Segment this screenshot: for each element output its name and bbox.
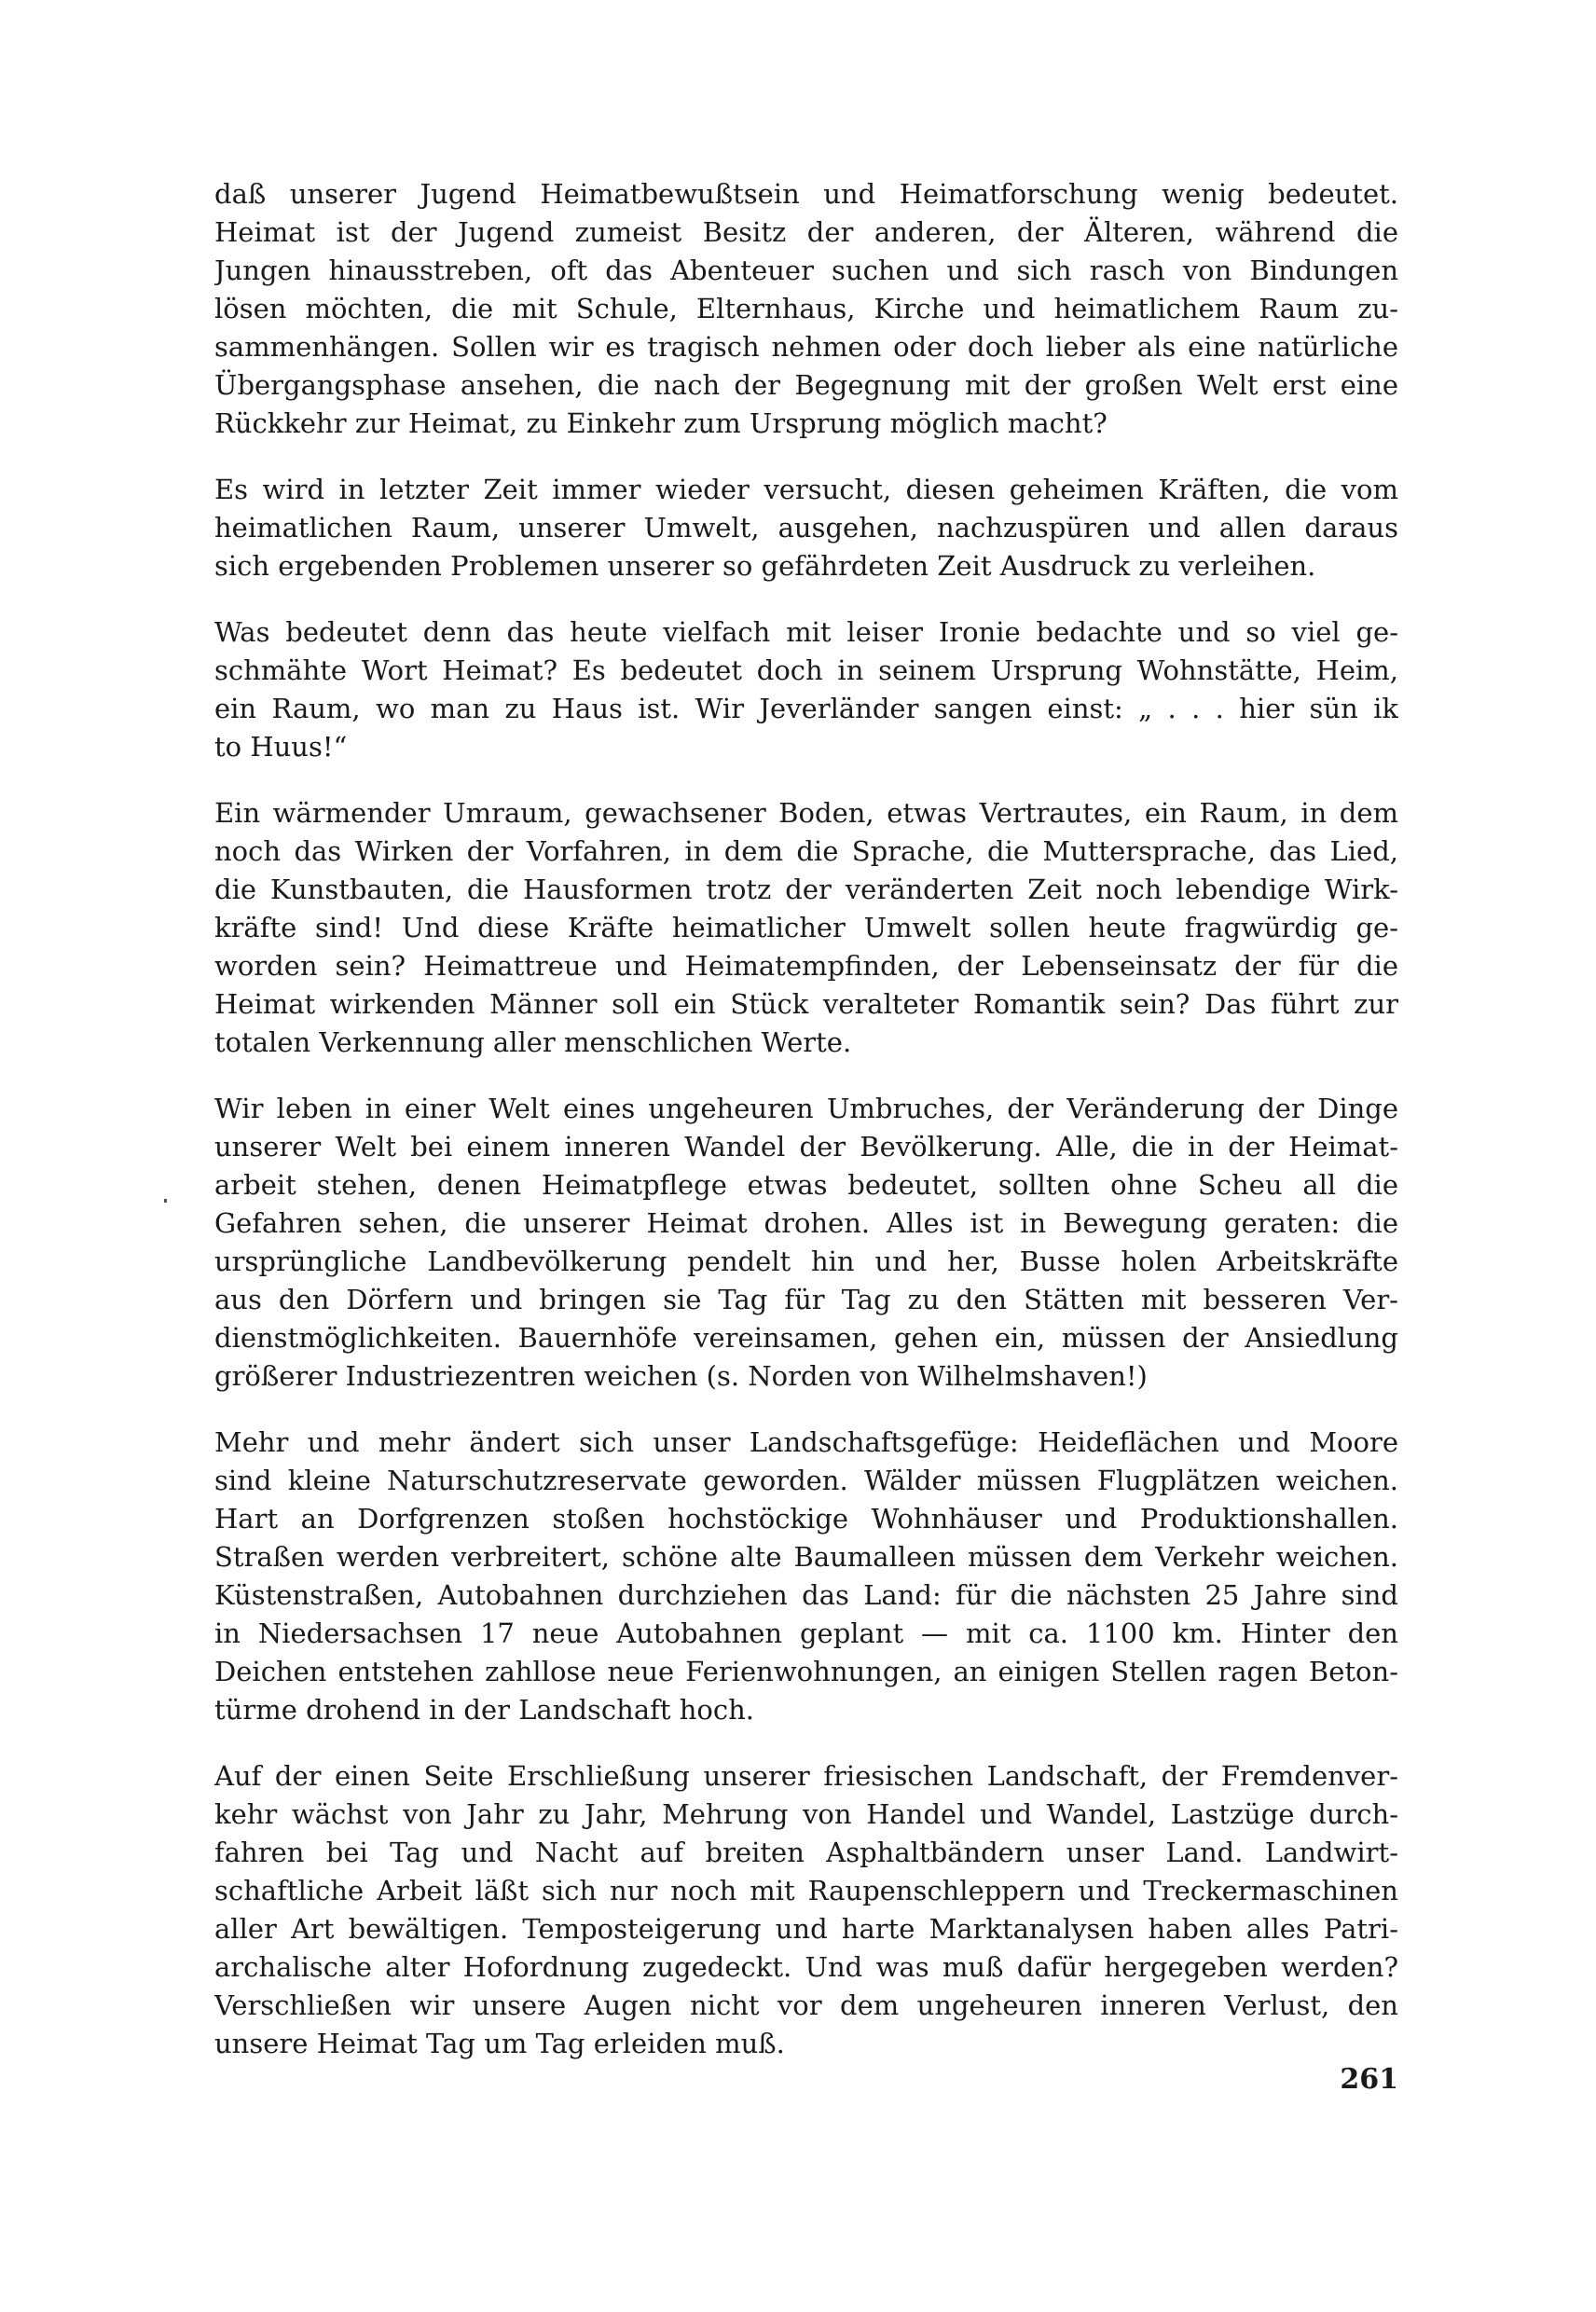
text-line: Was bedeutet denn das heute vielfach mit leiser Ironie bedachte und so viel ge- xyxy=(214,616,1398,648)
paragraph xyxy=(214,1090,1398,1396)
text-line: Heimat ist der Jugend zumeist Besitz der anderen, der Älteren, während die xyxy=(214,216,1398,248)
text-line: die Kunstbauten, die Hausformen trotz der veränderten Zeit noch lebendige Wirk- xyxy=(214,874,1398,905)
paragraph xyxy=(214,794,1398,1062)
text-line: türme drohend in der Landschaft hoch. xyxy=(214,1694,754,1726)
text-line: noch das Wirken der Vorfahren, in dem die Sprache, die Muttersprache, das Lied, xyxy=(214,835,1398,867)
text-line: in Niedersachsen 17 neue Autobahnen geplant — mit ca. 1100 km. Hinter den xyxy=(214,1617,1398,1649)
text-line: ursprüngliche Landbevölkerung pendelt hin und her, Busse holen Arbeitskräfte xyxy=(214,1245,1398,1277)
text-line: Verschließen wir unsere Augen nicht vor dem ungeheuren inneren Verlust, den xyxy=(214,1989,1398,2021)
text-line: to Huus!“ xyxy=(214,731,348,763)
text-line: Mehr und mehr ändert sich unser Landschaftsgefüge: Heideflächen und Moore xyxy=(214,1426,1398,1458)
paragraph xyxy=(214,175,1398,443)
text-line: Gefahren sehen, die unserer Heimat drohen. Alles ist in Bewegung geraten: die xyxy=(214,1207,1398,1239)
text-line: kehr wächst von Jahr zu Jahr, Mehrung von Handel und Wandel, Lastzüge durch- xyxy=(214,1798,1398,1830)
text-line: Ein wärmender Umraum, gewachsener Boden, etwas Vertrautes, ein Raum, in dem xyxy=(214,797,1398,829)
text-line: Rückkehr zur Heimat, zu Einkehr zum Ursprung möglich macht? xyxy=(214,407,1108,439)
text-line: worden sein? Heimattreue und Heimatempfinden, der Lebenseinsatz der für die xyxy=(214,950,1398,982)
paragraph xyxy=(214,1424,1398,1729)
text-line: fahren bei Tag und Nacht auf breiten Asphaltbändern unser Land. Landwirt- xyxy=(214,1837,1398,1868)
text-line: dienstmöglichkeiten. Bauernhöfe vereinsamen, gehen ein, müssen der Ansiedlung xyxy=(214,1322,1398,1354)
text-line: Wir leben in einer Welt eines ungeheuren Umbruches, der Veränderung der Dinge xyxy=(214,1093,1398,1124)
text-line: schmähte Wort Heimat? Es bedeutet doch in seinem Ursprung Wohnstätte, Heim, xyxy=(214,654,1398,686)
text-line: Es wird in letzter Zeit immer wieder versucht, diesen geheimen Kräften, die vom xyxy=(214,474,1398,505)
text-line: größerer Industriezentren weichen (s. Norden von Wilhelmshaven!) xyxy=(214,1360,1148,1392)
text-line: Übergangsphase ansehen, die nach der Begegnung mit der großen Welt erst eine xyxy=(214,369,1398,401)
text-line: kräfte sind! Und diese Kräfte heimatlicher Umwelt sollen heute fragwürdig ge- xyxy=(214,912,1398,943)
text-line: aller Art bewältigen. Temposteigerung und harte Marktanalysen haben alles Patri- xyxy=(214,1913,1398,1945)
text-line: daß unserer Jugend Heimatbewußtsein und Heimatforschung wenig bedeutet. xyxy=(214,178,1398,210)
text-line: archalische alter Hofordnung zugedeckt. Und was muß dafür hergegeben werden? xyxy=(214,1951,1398,1983)
text-line: Auf der einen Seite Erschließung unserer friesischen Landschaft, der Fremdenver- xyxy=(214,1760,1398,1792)
text-line: Küstenstraßen, Autobahnen durchziehen das Land: für die nächsten 25 Jahre sind xyxy=(214,1579,1398,1611)
page-number: 261 xyxy=(1340,2063,1398,2096)
text-line: unsere Heimat Tag um Tag erleiden muß. xyxy=(214,2028,785,2059)
text-line: sich ergebenden Problemen unserer so gefährdeten Zeit Ausdruck zu verleihen. xyxy=(214,550,1316,582)
text-line: unserer Welt bei einem inneren Wandel der Bevölkerung. Alle, die in der Heimat- xyxy=(214,1131,1398,1163)
text-line: aus den Dörfern und bringen sie Tag für Tag zu den Stätten mit besseren Ver- xyxy=(214,1284,1398,1315)
paragraph xyxy=(214,613,1398,766)
text-line: arbeit stehen, denen Heimatpflege etwas bedeutet, sollten ohne Scheu all die xyxy=(214,1169,1398,1201)
text-line: Straßen werden verbreitert, schöne alte Baumalleen müssen dem Verkehr weichen. xyxy=(214,1541,1398,1573)
text-line: schaftliche Arbeit läßt sich nur noch mit Raupenschleppern und Treckermaschinen xyxy=(214,1875,1398,1906)
text-line: Heimat wirkenden Männer soll ein Stück veralteter Romantik sein? Das führt zur xyxy=(214,988,1398,1020)
text-line: ein Raum, wo man zu Haus ist. Wir Jeverländer sangen einst: „ . . . hier sün ik xyxy=(214,693,1398,724)
text-line: sind kleine Naturschutzreservate geworden. Wälder müssen Flugplätzen weichen. xyxy=(214,1465,1398,1496)
text-line: Deichen entstehen zahllose neue Ferienwohnungen, an einigen Stellen ragen Beton- xyxy=(214,1656,1398,1687)
text-line: lösen möchten, die mit Schule, Elternhaus, Kirche und heimatlichem Raum zu- xyxy=(214,293,1398,324)
paragraph xyxy=(214,1757,1398,2063)
body-text xyxy=(214,175,1398,2091)
text-line: heimatlichen Raum, unserer Umwelt, ausgehen, nachzuspüren und allen daraus xyxy=(214,512,1398,544)
text-line: sammenhängen. Sollen wir es tragisch nehmen oder doch lieber als eine natürliche xyxy=(214,331,1398,363)
paragraph xyxy=(214,471,1398,585)
ink-speck xyxy=(164,1199,167,1203)
text-line: Hart an Dorfgrenzen stoßen hochstöckige Wohnhäuser und Produktionshallen. xyxy=(214,1503,1398,1534)
text-line: Jungen hinausstreben, oft das Abenteuer suchen und sich rasch von Bindungen xyxy=(214,255,1398,286)
text-line: totalen Verkennung aller menschlichen Werte. xyxy=(214,1026,852,1058)
